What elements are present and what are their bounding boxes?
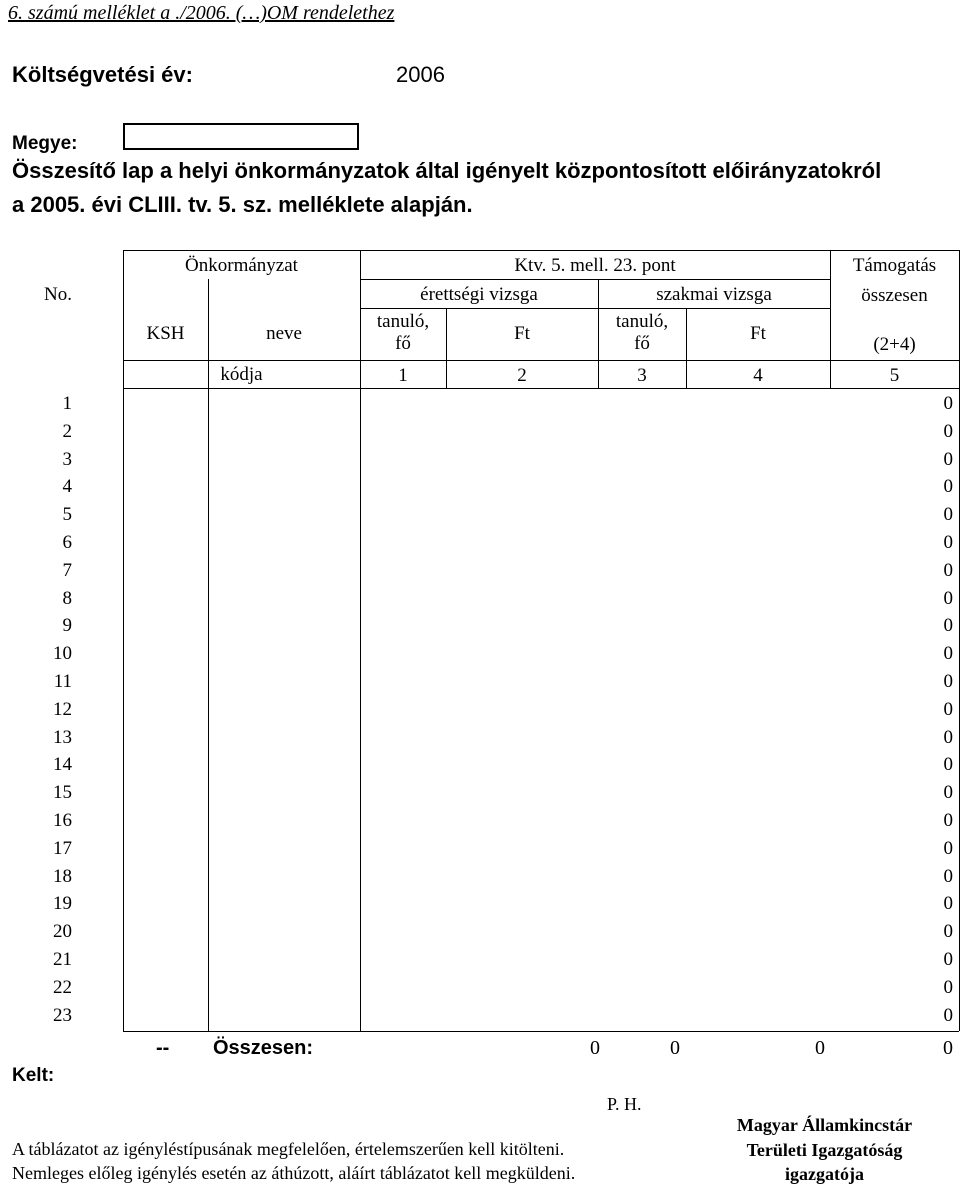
county-field[interactable]	[123, 123, 359, 150]
signature-line-1: Magyar Államkincstár	[736, 1115, 913, 1135]
document-title-line-2: a 2005. évi CLIII. tv. 5. sz. melléklete alapján.	[12, 192, 473, 217]
row-number: 1	[62, 393, 72, 414]
signature-line-2: Területi Igazgatóság	[746, 1140, 903, 1160]
header-divider-ktv	[360, 279, 830, 280]
document-title-line-1: Összesítő lap a helyi önkormányzatok által igényelt központosított előirányzatokról	[12, 158, 882, 183]
row-number: 23	[53, 1005, 72, 1026]
row-number: 15	[53, 782, 72, 803]
row-number: 17	[53, 838, 72, 859]
stamp-place-label: P. H.	[607, 1094, 642, 1114]
row-number: 16	[53, 810, 72, 831]
row-number: 9	[62, 615, 72, 636]
header-colnum-3: 3	[637, 365, 647, 386]
row-number: 22	[53, 977, 72, 998]
row-total: 0	[943, 560, 953, 581]
summary-label: Összesen:	[213, 1037, 314, 1059]
row-number: 4	[62, 476, 72, 497]
row-number: 2	[62, 421, 72, 442]
header-note: 6. számú melléklet a ./2006. (…)OM rendelethez	[8, 2, 395, 24]
header-no: No.	[44, 284, 72, 305]
row-number: 6	[62, 532, 72, 553]
row-total: 0	[943, 671, 953, 692]
header-col1-fo: fő	[395, 333, 411, 354]
header-sum-formula: (2+4)	[873, 334, 916, 355]
row-total: 0	[943, 782, 953, 803]
row-total: 0	[943, 699, 953, 720]
budget-year-label: Költségvetési év:	[12, 62, 193, 87]
header-col4-ft: Ft	[750, 323, 766, 344]
summary-value-col3: 0	[670, 1037, 680, 1059]
footnote-line-1: A táblázatot az igényléstípusának megfelelően, értelemszerűen kell kitölteni.	[12, 1139, 565, 1159]
header-col3-fo: fő	[634, 333, 650, 354]
header-col2-ft: Ft	[514, 323, 530, 344]
header-osszesen: összesen	[861, 285, 928, 306]
row-total: 0	[943, 643, 953, 664]
header-divider-vizsga	[360, 308, 830, 309]
table-top-border	[123, 250, 959, 251]
header-bottom-border	[123, 388, 959, 389]
header-ktv: Ktv. 5. mell. 23. pont	[514, 255, 676, 276]
kelt-label: Kelt:	[12, 1065, 55, 1086]
row-total: 0	[943, 949, 953, 970]
row-number: 3	[62, 449, 72, 470]
row-total: 0	[943, 421, 953, 442]
row-total: 0	[943, 476, 953, 497]
header-col1-tanulo: tanuló,	[376, 311, 430, 332]
row-number: 13	[53, 727, 72, 748]
row-number: 12	[53, 699, 72, 720]
header-ksh: KSH	[146, 323, 185, 344]
header-col3-tanulo: tanuló,	[615, 311, 669, 332]
row-total: 0	[943, 532, 953, 553]
row-total: 0	[943, 504, 953, 525]
row-number: 19	[53, 893, 72, 914]
header-onkormanyzat: Önkormányzat	[185, 255, 298, 276]
summary-dash: --	[156, 1037, 170, 1059]
row-number: 7	[62, 560, 72, 581]
row-total: 0	[943, 893, 953, 914]
row-total: 0	[943, 1005, 953, 1026]
row-total: 0	[943, 588, 953, 609]
row-number: 5	[62, 504, 72, 525]
row-total: 0	[943, 393, 953, 414]
row-total: 0	[943, 615, 953, 636]
footnote-line-2: Nemleges előleg igénylés esetén az áthúzott, aláírt táblázatot kell megküldeni.	[12, 1163, 576, 1183]
header-neve: neve	[266, 323, 302, 344]
row-total: 0	[943, 754, 953, 775]
row-total: 0	[943, 977, 953, 998]
summary-value-col2: 0	[590, 1037, 600, 1059]
row-total: 0	[943, 838, 953, 859]
header-szakmai: szakmai vizsga	[656, 284, 772, 305]
row-number: 18	[53, 866, 72, 887]
row-number: 20	[53, 921, 72, 942]
row-total: 0	[943, 866, 953, 887]
row-total: 0	[943, 810, 953, 831]
summary-value-col4: 0	[815, 1037, 825, 1059]
signature-line-3: igazgatója	[785, 1164, 864, 1184]
col-line-neve	[208, 279, 209, 1031]
header-kodja: kódja	[220, 364, 263, 385]
row-number: 14	[53, 754, 72, 775]
table-bottom-border	[123, 1031, 959, 1032]
header-divider-numbers	[123, 360, 959, 361]
row-number: 10	[53, 643, 72, 664]
row-number: 11	[53, 671, 72, 692]
row-total: 0	[943, 449, 953, 470]
header-colnum-1: 1	[398, 365, 408, 386]
county-label: Megye:	[12, 133, 78, 154]
header-tamogatas: Támogatás	[852, 255, 937, 276]
header-colnum-4: 4	[753, 365, 763, 386]
row-total: 0	[943, 921, 953, 942]
row-number: 8	[62, 588, 72, 609]
summary-value-total: 0	[943, 1037, 953, 1059]
budget-year-value: 2006	[396, 62, 445, 87]
header-colnum-2: 2	[517, 365, 527, 386]
row-total: 0	[943, 727, 953, 748]
header-erettsegi: érettségi vizsga	[420, 284, 538, 305]
header-colnum-5: 5	[889, 365, 900, 386]
row-number: 21	[53, 949, 72, 970]
